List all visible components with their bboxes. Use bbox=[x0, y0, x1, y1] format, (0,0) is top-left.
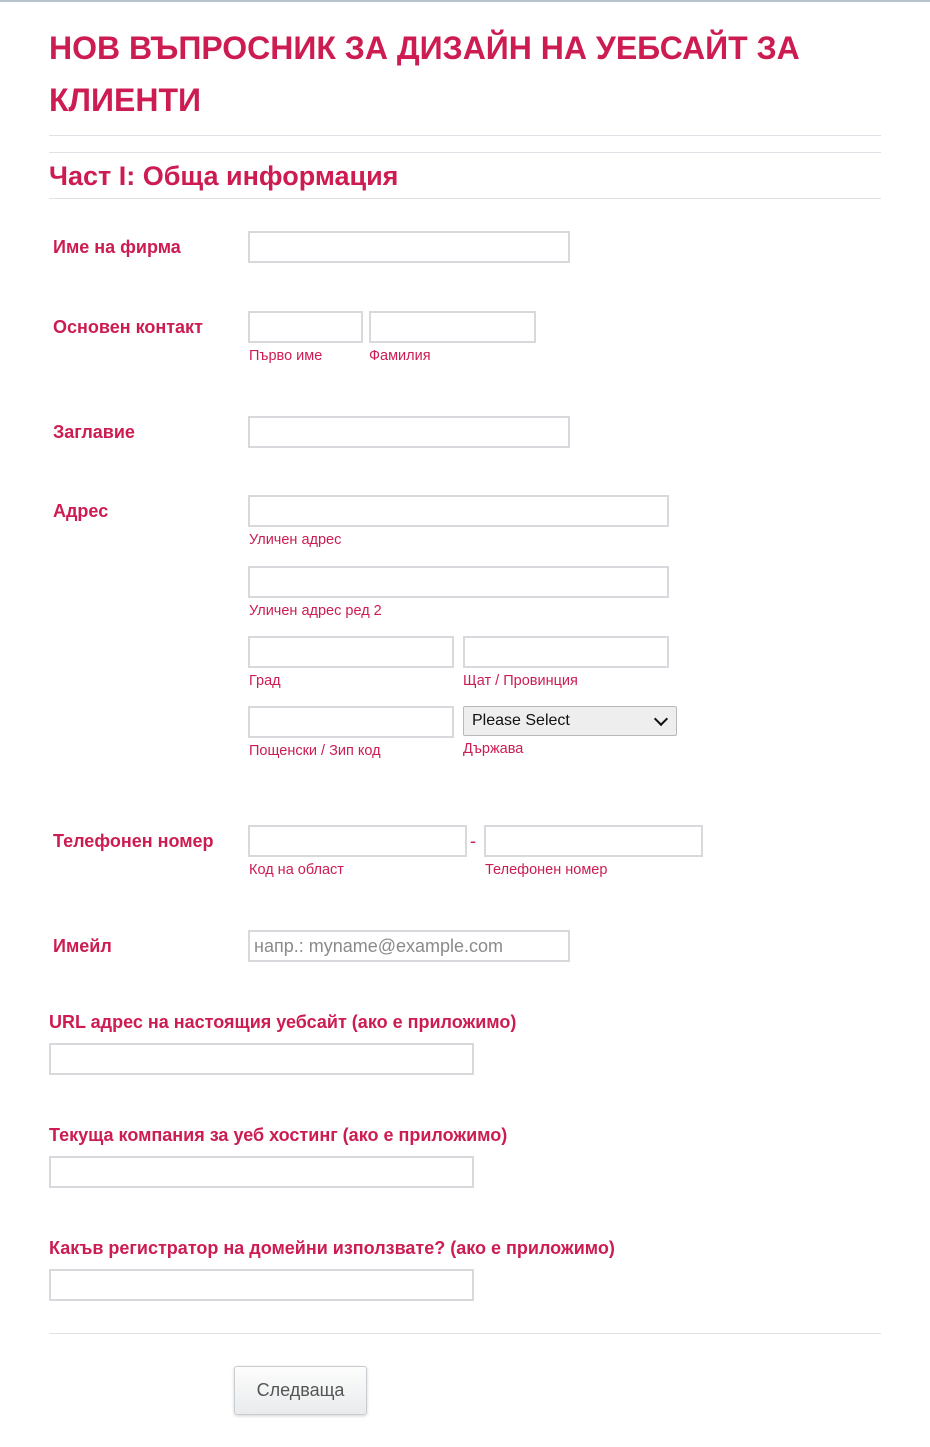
next-button[interactable]: Следваща bbox=[234, 1366, 367, 1415]
phone-number-sublabel: Телефонен номер bbox=[485, 862, 608, 878]
state-province-sublabel: Щат / Провинция bbox=[463, 673, 578, 689]
job-title-label: Заглавие bbox=[53, 422, 135, 442]
area-code-sublabel: Код на област bbox=[249, 862, 344, 878]
job-title-input[interactable] bbox=[248, 416, 570, 448]
first-name-input[interactable] bbox=[248, 311, 363, 343]
email-input[interactable] bbox=[248, 930, 570, 962]
state-province-input[interactable] bbox=[463, 636, 669, 668]
footer-divider bbox=[49, 1333, 881, 1334]
street-address-line2-input[interactable] bbox=[248, 566, 669, 598]
email-label: Имейл bbox=[53, 936, 112, 956]
hosting-company-input[interactable] bbox=[49, 1156, 474, 1188]
domain-registrar-label: Какъв регистратор на домейни използвате? (ако е приложимо) bbox=[49, 1238, 615, 1258]
postal-code-sublabel: Пощенски / Зип код bbox=[249, 743, 381, 759]
phone-separator: - bbox=[470, 831, 476, 851]
country-sublabel: Държава bbox=[463, 741, 524, 757]
street-address-sublabel: Уличен адрес bbox=[249, 532, 342, 548]
country-select[interactable] bbox=[463, 706, 677, 736]
city-sublabel: Град bbox=[249, 673, 281, 689]
country-select-value: Please Select bbox=[472, 712, 570, 729]
title-divider bbox=[49, 135, 881, 136]
website-url-label: URL адрес на настоящия уебсайт (ако е приложимо) bbox=[49, 1012, 517, 1032]
company-name-label: Име на фирма bbox=[53, 237, 181, 257]
phone-number-input[interactable] bbox=[484, 825, 703, 857]
section-divider-top bbox=[49, 152, 881, 153]
last-name-sublabel: Фамилия bbox=[369, 348, 431, 364]
top-border bbox=[0, 0, 930, 2]
primary-contact-label: Основен контакт bbox=[53, 317, 203, 337]
hosting-company-label: Текуща компания за уеб хостинг (ако е приложимо) bbox=[49, 1125, 508, 1145]
chevron-down-icon bbox=[654, 711, 668, 725]
city-input[interactable] bbox=[248, 636, 454, 668]
website-url-input[interactable] bbox=[49, 1043, 474, 1075]
street-address-line2-sublabel: Уличен адрес ред 2 bbox=[249, 603, 382, 619]
address-label: Адрес bbox=[53, 501, 109, 521]
domain-registrar-input[interactable] bbox=[49, 1269, 474, 1301]
first-name-sublabel: Първо име bbox=[249, 348, 323, 364]
postal-code-input[interactable] bbox=[248, 706, 454, 738]
section-divider-bottom bbox=[49, 198, 881, 199]
area-code-input[interactable] bbox=[248, 825, 467, 857]
form-title: НОВ ВЪПРОСНИК ЗА ДИЗАЙН НА УЕБСАЙТ ЗА КЛИЕНТИ bbox=[49, 30, 800, 118]
section-title: Част I: Обща информация bbox=[49, 161, 399, 191]
company-name-input[interactable] bbox=[248, 231, 570, 263]
phone-label: Телефонен номер bbox=[53, 831, 214, 851]
street-address-input[interactable] bbox=[248, 495, 669, 527]
last-name-input[interactable] bbox=[369, 311, 536, 343]
